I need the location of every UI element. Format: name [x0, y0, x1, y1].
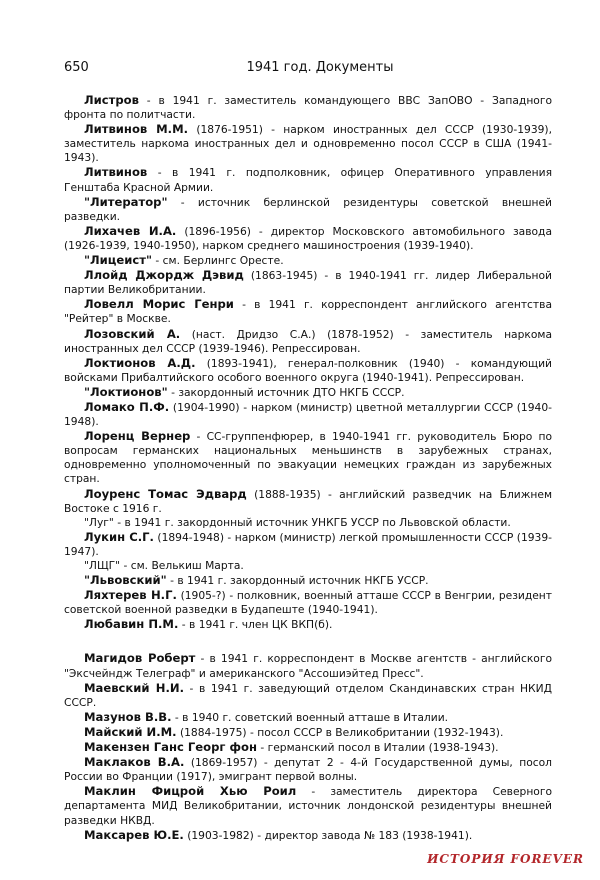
index-entry: [64, 725, 552, 740]
entry-name: Магидов Роберт: [84, 651, 196, 666]
index-entry: [64, 617, 552, 632]
entry-name: Макензен Ганс Георг фон: [84, 740, 257, 755]
entry-name: Маклаков В.А.: [84, 755, 185, 770]
entry-text: - см. Берлингс Оресте.: [152, 254, 284, 268]
entry-name: Локтионов А.Д.: [84, 355, 196, 370]
entry-text: (1888-1935) - английский разведчик на Ближнем Востоке с 1916 г.: [64, 487, 553, 515]
index-entry: [64, 740, 552, 755]
watermark-logo: ИСТОРИЯ FOREVER: [427, 852, 584, 866]
entry-text: "Луг" - в 1941 г. закордонный источник УНКГБ УССР по Львовской области.: [84, 515, 511, 529]
entry-text: - германский посол в Италии (1938-1943).: [256, 741, 499, 755]
entry-name: Ллойд Джордж Дэвид: [84, 268, 244, 283]
entry-name: Максарев Ю.Е.: [84, 827, 184, 842]
entry-text: (1905-?) - полковник, военный атташе СССР в Венгрии, резидент советской военной разведки в Будапеште (1940-1941).: [64, 589, 552, 617]
entry-name: Мазунов В.В.: [84, 709, 172, 724]
entry-name: Лукин С.Г.: [84, 529, 154, 544]
entry-text: (1894-1948) - нарком (министр) легкой промышленности СССР (1939-1947).: [64, 530, 552, 558]
entry-text: (1904-1990) - нарком (министр) цветной металлургии СССР (1940-1948).: [64, 400, 552, 429]
entry-text: (1896-1956) - директор Московского автомобильного завода (1926-1939, 1940-1950), нарком среднего машиностроения (1939-1940).: [64, 224, 552, 252]
entry-name: Лихачев И.А.: [84, 223, 177, 238]
entry-text: (1863-1945) - в 1940-1941 гг. лидер Либеральной партии Великобритании.: [64, 269, 552, 297]
entry-name: "Львовский": [84, 573, 167, 588]
entry-name: "Локтионов": [84, 384, 168, 399]
index-entry: [64, 400, 552, 429]
entry-name: Лоуренс Томас Эдвард: [84, 486, 247, 501]
index-entry: [64, 224, 552, 253]
entry-text: (1876-1951) - нарком иностранных дел СССР (1930-1939), заместитель наркома иностранных дел и одновременно посол СССР в США (1941-1943).: [64, 123, 553, 165]
running-head: 1941 год. Документы: [246, 60, 394, 75]
entry-text: - заместитель директора Северного департамента МИД Великобритании, источник лондонской резидентуры внешней разведки НКВД.: [64, 785, 552, 827]
section-gap: [64, 632, 552, 651]
entry-name: Литвинов: [84, 165, 148, 180]
index-entry: [64, 122, 552, 165]
entry-text: - закордонный источник ДТО НКГБ СССР.: [167, 385, 405, 399]
entry-name: Лозовский А.: [84, 326, 181, 341]
entry-text: - в 1940 г. советский военный атташе в Италии.: [171, 710, 449, 724]
entry-name: Маевский Н.И.: [84, 680, 184, 695]
entry-text: - в 1941 г. закордонный источник НКГБ УССР.: [166, 574, 429, 588]
entry-text: (наст. Дридзо С.А.) (1878-1952) - заместитель наркома иностранных дел СССР (1939-1946). Репрессирован.: [64, 327, 552, 355]
index-entry: [64, 253, 552, 268]
entry-name: Ловелл Морис Генри: [84, 297, 234, 312]
entry-text: - в 1941 г. корреспондент английского агентства "Рейтер" в Москве.: [64, 298, 552, 326]
entry-list: [64, 93, 552, 843]
entry-name: "Литератор": [84, 194, 168, 209]
entry-text: (1893-1941), генерал-полковник (1940) - командующий войсками Прибалтийского особого военного округа (1940-1941). Репрессирован.: [64, 356, 552, 384]
index-entry: [64, 297, 552, 326]
entry-text: (1869-1957) - депутат 2 - 4-й Государственной думы, посол России во Франции (1917), эмигрант первой волны.: [64, 756, 552, 784]
index-entry: [64, 429, 552, 486]
index-entry: [64, 755, 552, 784]
entry-text: - в 1941 г. член ЦК ВКП(б).: [178, 618, 333, 632]
entry-name: Лоренц Вернер: [84, 429, 191, 444]
entry-text: - источник берлинской резидентуры советской внешней разведки.: [64, 195, 552, 223]
index-entry: [64, 530, 552, 559]
index-entry: [64, 710, 552, 725]
entry-name: "Лицеист": [84, 253, 153, 268]
index-entry: [64, 559, 552, 573]
index-entry: [64, 828, 552, 843]
entry-name: Листров: [84, 93, 139, 107]
entry-name: Майский И.М.: [84, 724, 177, 739]
index-entry: [64, 573, 552, 588]
entry-name: Ломако П.Ф.: [84, 399, 170, 414]
index-entry: [64, 195, 552, 224]
index-entry: [64, 268, 552, 297]
entry-text: - в 1941 г. заместитель командующего ВВС ЗапОВО - Западного фронта по политчасти.: [64, 94, 552, 122]
entry-name: Любавин П.М.: [84, 617, 179, 632]
index-entry: [64, 516, 552, 530]
index-entry: [64, 651, 552, 680]
index-entry: [64, 784, 552, 827]
entry-text: - в 1941 г. корреспондент в Москве агентств - английского "Эксчейндж Телеграф" и американского "Ассошиэйтед Пресс".: [64, 652, 552, 680]
entry-text: - в 1941 г. заведующий отделом Скандинавских стран НКИД СССР.: [64, 681, 552, 709]
index-entry: [64, 93, 552, 122]
index-entry: [64, 356, 552, 385]
entry-text: (1884-1975) - посол СССР в Великобритании (1932-1943).: [176, 725, 504, 739]
index-entry: [64, 327, 552, 356]
index-entry: [64, 681, 552, 710]
index-entry: [64, 487, 552, 516]
entry-text: (1903-1982) - директор завода № 183 (1938-1941).: [183, 828, 473, 842]
index-entry: [64, 588, 552, 617]
entry-name: Ляхтерев Н.Г.: [84, 588, 177, 603]
entry-text: - в 1941 г. подполковник, офицер Оперативного управления Генштаба Красной Армии.: [64, 166, 552, 194]
entry-text: "ЛЩГ" - см. Велькиш Марта.: [84, 559, 244, 572]
entry-name: Маклин Фицрой Хью Роил: [84, 784, 297, 799]
entry-name: Литвинов М.М.: [84, 122, 189, 137]
entry-text: - СС-группенфюрер, в 1940-1941 гг. руководитель Бюро по вопросам германских национальных меньшинств в зарубежных странах, одновременно уполномоченный по эвакуации немецких граждан из зарубежных стран.: [64, 430, 552, 486]
page-number: 650: [64, 60, 89, 75]
index-entry: [64, 385, 552, 400]
index-entry: [64, 165, 552, 194]
